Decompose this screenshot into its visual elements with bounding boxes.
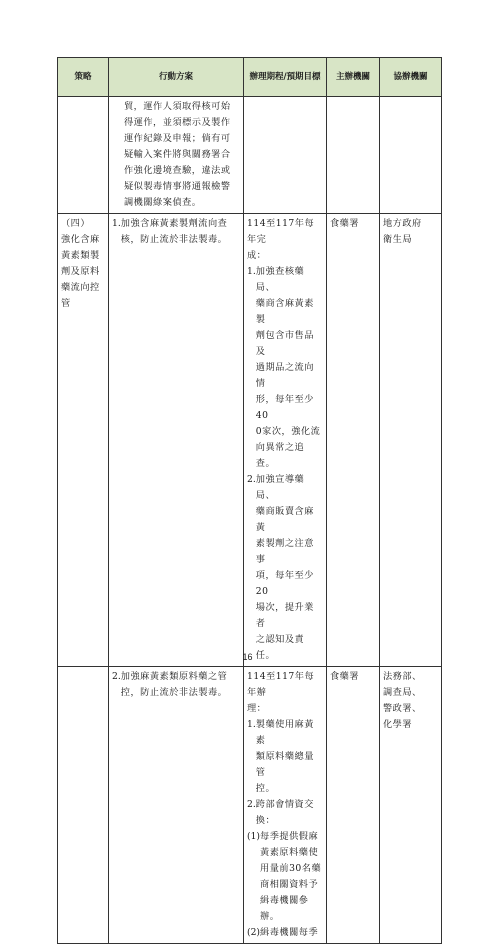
- main-agency-cell: [327, 97, 380, 214]
- period-item-number: 2.: [247, 799, 256, 810]
- period-subitem-text: 緝毒機關每季: [260, 927, 319, 938]
- main-agency-text: 食藥署: [330, 671, 360, 682]
- main-agency-cell: [327, 667, 380, 944]
- period-cell: [244, 214, 327, 667]
- action-cell: [109, 667, 244, 944]
- period-item-text: 加強查核藥局、 藥商含麻黃素製 劑包含市售品及 過期品之流向情 形，每年至少40 0家次，強化流 向異常之追查。: [255, 266, 321, 469]
- period-subitem: [247, 925, 323, 941]
- header-main-agency: 主辦機關: [327, 58, 380, 97]
- period-item-text: 製藥使用麻黃素 類原料藥總量管 控。: [255, 719, 314, 794]
- period-item-number: 2.: [247, 474, 256, 485]
- action-item: [112, 669, 240, 701]
- page-number: 16: [242, 652, 253, 662]
- period-cell: [244, 97, 327, 214]
- period-subitem-number: (2): [247, 927, 261, 938]
- action-number: 2.: [112, 671, 121, 682]
- assist-agency-cell: [380, 97, 442, 214]
- strategy-cell: [58, 97, 109, 214]
- period-item-number: 1.: [247, 719, 256, 730]
- period-subitem-number: (1): [247, 831, 261, 842]
- action-continuation-text: 貿，運作人須取得核可始 得運作，並須標示及製作 運作紀錄及申報；倘有可 疑輸入案件將與關務署合 作強化邊境查驗，違法或 疑似製毒情事將通報檢警 調機關綠案偵查。: [124, 101, 231, 208]
- period-item: [247, 797, 323, 829]
- strategy-cell: [58, 214, 109, 667]
- assist-agency-text: 地方政府 衛生局: [383, 218, 422, 245]
- assist-agency-cell: [380, 214, 442, 667]
- assist-agency-text: 法務部、 調查局、 警政署、 化學署: [383, 671, 422, 730]
- period-intro: 114至117年每年完 成：: [247, 218, 315, 261]
- strategy-text: （四） 強化含麻 黃素類製 劑及原料 藥流向控 管: [61, 218, 100, 309]
- strategy-cell: [58, 667, 109, 944]
- header-assist-agency: 協辦機關: [380, 58, 442, 97]
- main-agency-cell: [327, 214, 380, 667]
- period-item: [247, 264, 323, 472]
- action-text: 加強麻黃素類原料藥之管 控，防止流於非法製毒。: [120, 671, 228, 698]
- period-subitem-text: 每季提供假麻 黃素原料藥使 用量前30名藥 商相關資料予 緝毒機關參 辦。: [260, 831, 322, 922]
- assist-agency-cell: [380, 667, 442, 944]
- main-agency-text: 食藥署: [330, 218, 360, 229]
- header-strategy: 策略: [58, 58, 109, 97]
- action-cell: [109, 214, 244, 667]
- table-row: [58, 667, 442, 944]
- period-cell: [244, 667, 327, 944]
- action-item: [112, 216, 240, 248]
- measures-table-container: [57, 57, 441, 944]
- action-number: 1.: [112, 218, 121, 229]
- period-intro: 114至117年每年辦 理：: [247, 671, 315, 714]
- table-header-row: [58, 58, 442, 97]
- period-item-text: 跨部會情資交 換：: [255, 799, 314, 826]
- period-item: [247, 717, 323, 797]
- table-row: [58, 97, 442, 214]
- header-period-target: 辦理期程/預期目標: [244, 58, 327, 97]
- action-cell: [109, 97, 244, 214]
- period-item-number: 1.: [247, 266, 256, 277]
- action-text: 加強含麻黃素製劑流向查 核，防止流於非法製毒。: [120, 218, 228, 245]
- header-action-plan: 行動方案: [109, 58, 244, 97]
- period-item: [247, 472, 323, 664]
- period-item-text: 加強宣導藥局、 藥商販賣含麻黃 素製劑之注意事 項，每年至少20 場次，提升業者 之認知及責任。: [255, 474, 314, 661]
- table-row: [58, 214, 442, 667]
- period-subitem: [247, 829, 323, 925]
- measures-table: [57, 57, 442, 944]
